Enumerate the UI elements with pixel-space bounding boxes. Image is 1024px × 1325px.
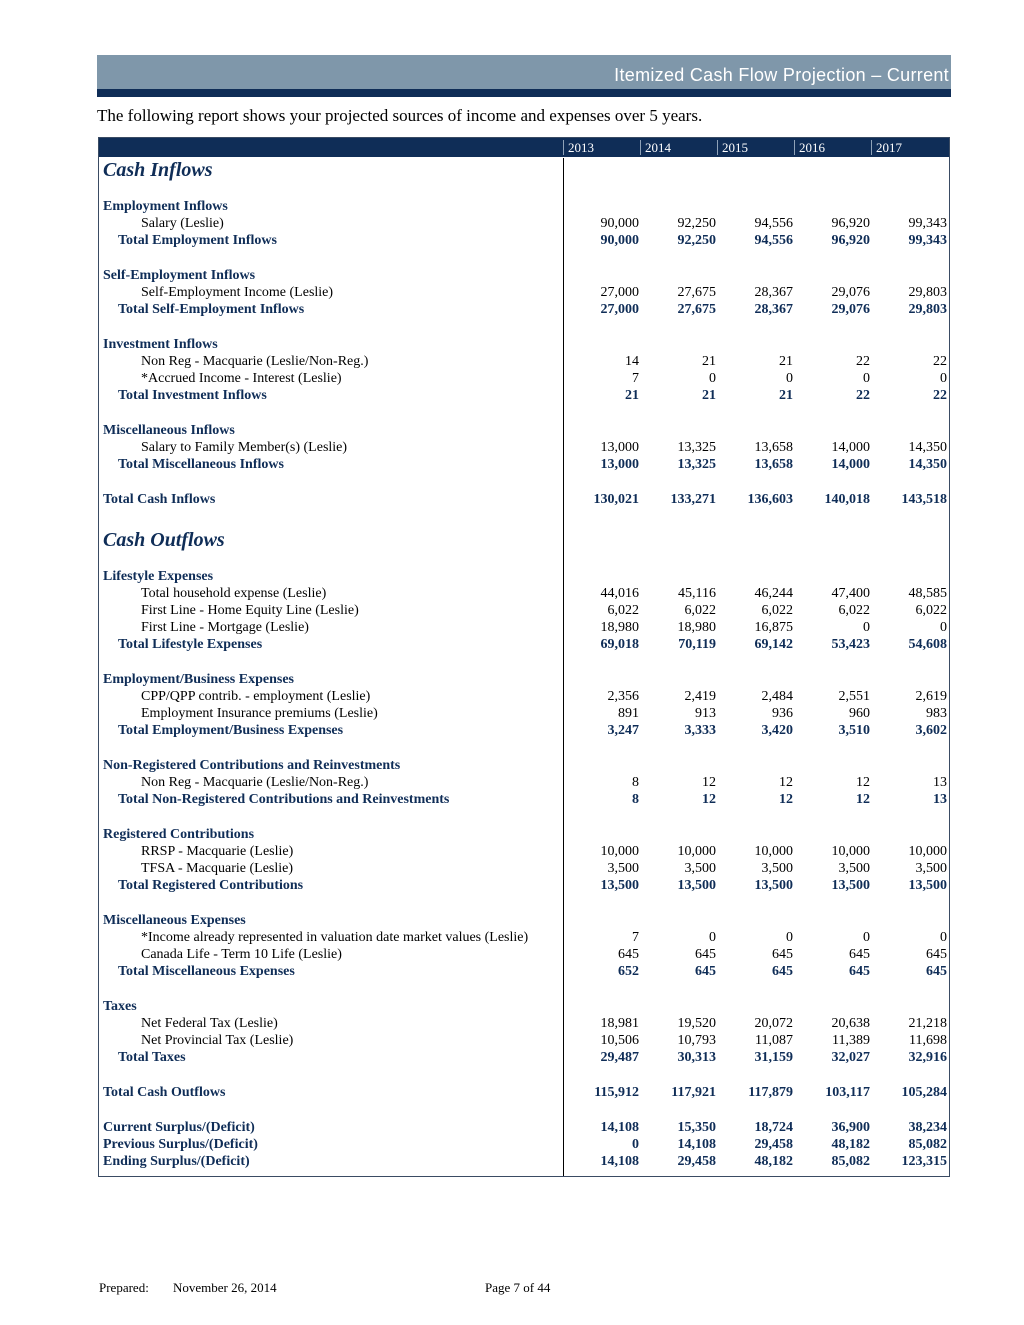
section-heading [103, 528, 949, 552]
cell-value: 28,367 [754, 302, 793, 317]
cell-value: 10,000 [677, 844, 716, 859]
row-label: *Income already represented in valuation date market values (Leslie) [141, 930, 529, 945]
table-row [103, 439, 949, 456]
year-header: 2014 [640, 140, 717, 155]
cell-value: 7 [632, 930, 639, 945]
cell-value: 13,500 [908, 878, 947, 893]
cell-value: 6,022 [838, 603, 870, 618]
cell-value: 15,350 [677, 1120, 716, 1135]
cell-value: 27,000 [600, 302, 639, 317]
row-label: Total Self-Employment Inflows [118, 302, 305, 317]
total-row [103, 1153, 949, 1170]
cell-value: 21 [625, 388, 639, 403]
row-label: Total Miscellaneous Inflows [118, 457, 284, 472]
cell-value: 21 [702, 388, 716, 403]
cell-value: 53,423 [831, 637, 870, 652]
category-heading [103, 336, 949, 353]
cell-value: 13,000 [600, 440, 639, 455]
cell-value: 92,250 [677, 233, 716, 248]
cell-value: 13,658 [754, 457, 793, 472]
cell-value: 983 [926, 706, 947, 721]
table-row [103, 860, 949, 877]
cell-value: 12 [856, 792, 870, 807]
cell-value: 2,619 [915, 689, 947, 704]
cell-value: 3,500 [684, 861, 716, 876]
cell-value: 21 [702, 354, 716, 369]
row-label: Taxes [103, 999, 137, 1014]
row-label: Non Reg - Macquarie (Leslie/Non-Reg.) [141, 354, 369, 369]
cell-value: 20,638 [831, 1016, 870, 1031]
cell-value: 21 [779, 388, 793, 403]
category-heading [103, 267, 949, 284]
cell-value: 2,419 [684, 689, 716, 704]
cell-value: 32,027 [831, 1050, 870, 1065]
cell-value: 92,250 [677, 216, 716, 231]
row-label: CPP/QPP contrib. - employment (Leslie) [141, 689, 371, 704]
cell-value: 6,022 [915, 603, 947, 618]
cell-value: 70,119 [678, 637, 716, 652]
row-label: Registered Contributions [103, 827, 255, 842]
table-row [103, 215, 949, 232]
cell-value: 69,142 [754, 637, 793, 652]
table-row [103, 284, 949, 301]
cell-value: 10,000 [754, 844, 793, 859]
category-heading [103, 671, 949, 688]
intro-text: The following report shows your projected sources of income and expenses over 5 years. [97, 106, 703, 125]
subtotal-row [103, 877, 949, 894]
cell-value: 20,072 [754, 1016, 793, 1031]
cell-value: 11,389 [832, 1033, 870, 1048]
subtotal-row [103, 722, 949, 739]
cell-value: 645 [772, 964, 793, 979]
cell-value: 22 [856, 354, 870, 369]
category-heading [103, 422, 949, 439]
cell-value: 18,980 [677, 620, 716, 635]
cell-value: 54,608 [908, 637, 947, 652]
category-heading [103, 998, 949, 1015]
cell-value: 90,000 [600, 233, 639, 248]
row-label: Non-Registered Contributions and Reinvestments [103, 758, 401, 773]
cell-value: 18,980 [600, 620, 639, 635]
row-label: Non Reg - Macquarie (Leslie/Non-Reg.) [141, 775, 369, 790]
cell-value: 48,585 [908, 586, 947, 601]
cell-value: 29,076 [831, 285, 870, 300]
cell-value: 13,500 [677, 878, 716, 893]
category-heading [103, 568, 949, 585]
row-label: First Line - Mortgage (Leslie) [141, 620, 309, 635]
year-header: 2017 [871, 140, 948, 155]
row-label: First Line - Home Equity Line (Leslie) [141, 603, 359, 618]
cell-value: 22 [933, 354, 947, 369]
row-label: Current Surplus/(Deficit) [103, 1120, 255, 1135]
cell-value: 85,082 [831, 1154, 870, 1169]
table-row [103, 929, 949, 946]
cell-value: 117,921 [671, 1085, 716, 1100]
cell-value: 105,284 [901, 1085, 947, 1100]
cell-value: 19,520 [677, 1016, 716, 1031]
cell-value: 22 [933, 388, 947, 403]
subtotal-row [103, 387, 949, 404]
row-label: Net Provincial Tax (Leslie) [141, 1033, 294, 1048]
row-label: Cash Inflows [103, 159, 213, 181]
cell-value: 13,000 [600, 457, 639, 472]
row-label: Ending Surplus/(Deficit) [103, 1154, 250, 1169]
cell-value: 30,313 [677, 1050, 716, 1065]
cell-value: 14,108 [600, 1120, 639, 1135]
cell-value: 44,016 [600, 586, 639, 601]
cell-value: 0 [786, 930, 793, 945]
row-label: Total Investment Inflows [118, 388, 267, 403]
subtotal-row [103, 232, 949, 249]
subtotal-row [103, 791, 949, 808]
cell-value: 103,117 [825, 1085, 870, 1100]
cell-value: 117,879 [748, 1085, 793, 1100]
cell-value: 96,920 [831, 216, 870, 231]
table-row [103, 370, 949, 387]
cell-value: 12 [702, 775, 716, 790]
cell-value: 94,556 [754, 216, 793, 231]
cell-value: 21 [779, 354, 793, 369]
cell-value: 0 [940, 371, 947, 386]
year-header: 2016 [794, 140, 871, 155]
cell-value: 0 [632, 1137, 639, 1152]
cell-value: 29,076 [831, 302, 870, 317]
cell-value: 32,916 [908, 1050, 947, 1065]
row-label: Salary to Family Member(s) (Leslie) [141, 440, 348, 455]
row-label: *Accrued Income - Interest (Leslie) [141, 371, 342, 386]
row-label: Total Cash Outflows [103, 1085, 226, 1100]
year-header: 2015 [717, 140, 794, 155]
cell-value: 0 [786, 371, 793, 386]
cell-value: 14,108 [677, 1137, 716, 1152]
row-label: Total Taxes [118, 1050, 186, 1065]
row-label: Total Cash Inflows [103, 492, 216, 507]
row-label: Total Miscellaneous Expenses [118, 964, 295, 979]
row-label: Total Employment/Business Expenses [118, 723, 344, 738]
table-row [103, 705, 949, 722]
cell-value: 22 [856, 388, 870, 403]
cell-value: 85,082 [908, 1137, 947, 1152]
cell-value: 3,500 [607, 861, 639, 876]
cell-value: 3,510 [838, 723, 870, 738]
cell-value: 12 [856, 775, 870, 790]
year-header-row [99, 138, 949, 157]
cell-value: 11,087 [755, 1033, 793, 1048]
section-heading [103, 158, 949, 182]
row-label: Total Employment Inflows [118, 233, 277, 248]
cell-value: 27,000 [600, 285, 639, 300]
row-label: Cash Outflows [103, 529, 225, 551]
cell-value: 2,484 [761, 689, 793, 704]
report-header-bar [97, 55, 951, 97]
row-label: Employment/Business Expenses [103, 672, 294, 687]
cell-value: 7 [632, 371, 639, 386]
cell-value: 645 [695, 947, 716, 962]
cell-value: 133,271 [670, 492, 716, 507]
cell-value: 18,981 [600, 1016, 639, 1031]
cell-value: 13,658 [754, 440, 793, 455]
cell-value: 0 [863, 620, 870, 635]
subtotal-row [103, 963, 949, 980]
cell-value: 13 [933, 792, 947, 807]
cell-value: 3,500 [761, 861, 793, 876]
cell-value: 115,912 [594, 1085, 639, 1100]
row-label: TFSA - Macquarie (Leslie) [141, 861, 294, 876]
cell-value: 140,018 [824, 492, 870, 507]
prepared-date: November 26, 2014 [173, 1280, 277, 1295]
total-row [103, 1119, 949, 1136]
cell-value: 11,698 [909, 1033, 947, 1048]
row-label: Miscellaneous Expenses [103, 913, 246, 928]
cell-value: 99,343 [908, 216, 947, 231]
cell-value: 13 [933, 775, 947, 790]
cell-value: 645 [926, 947, 947, 962]
prepared-label: Prepared: [99, 1280, 149, 1295]
cell-value: 38,234 [908, 1120, 947, 1135]
cell-value: 0 [863, 930, 870, 945]
cell-value: 16,875 [754, 620, 793, 635]
cell-value: 960 [849, 706, 870, 721]
cash-flow-table [98, 137, 950, 1177]
table-row [103, 774, 949, 791]
cell-value: 47,400 [831, 586, 870, 601]
cell-value: 645 [772, 947, 793, 962]
cell-value: 13,500 [831, 878, 870, 893]
cell-value: 14,350 [908, 440, 947, 455]
cell-value: 48,182 [754, 1154, 793, 1169]
report-title: Itemized Cash Flow Projection – Current [614, 65, 949, 85]
cell-value: 645 [849, 947, 870, 962]
cell-value: 123,315 [901, 1154, 947, 1169]
total-row [103, 1136, 949, 1153]
row-label: Self-Employment Income (Leslie) [141, 285, 334, 300]
row-label: Investment Inflows [103, 337, 218, 352]
page-number: Page 7 of 44 [485, 1280, 551, 1295]
cell-value: 3,500 [915, 861, 947, 876]
cell-value: 29,458 [677, 1154, 716, 1169]
cell-value: 29,803 [908, 285, 947, 300]
cell-value: 2,356 [607, 689, 639, 704]
cell-value: 14,000 [831, 440, 870, 455]
cell-value: 3,333 [684, 723, 716, 738]
cell-value: 69,018 [600, 637, 639, 652]
row-label: Salary (Leslie) [141, 216, 224, 231]
cell-value: 10,506 [600, 1033, 639, 1048]
table-row [103, 946, 949, 963]
cell-value: 0 [940, 930, 947, 945]
cell-value: 936 [772, 706, 793, 721]
cell-value: 14,350 [908, 457, 947, 472]
cell-value: 13,325 [677, 457, 716, 472]
cell-value: 36,900 [831, 1120, 870, 1135]
row-label: Employment Inflows [103, 199, 228, 214]
row-label: Total Lifestyle Expenses [118, 637, 263, 652]
cell-value: 13,500 [600, 878, 639, 893]
subtotal-row [103, 456, 949, 473]
cell-value: 14,108 [600, 1154, 639, 1169]
cell-value: 12 [702, 792, 716, 807]
row-label: Previous Surplus/(Deficit) [103, 1137, 258, 1152]
cell-value: 8 [632, 775, 639, 790]
cell-value: 645 [695, 964, 716, 979]
cell-value: 130,021 [593, 492, 639, 507]
cell-value: 96,920 [831, 233, 870, 248]
category-heading [103, 757, 949, 774]
cell-value: 3,247 [607, 723, 639, 738]
cell-value: 94,556 [754, 233, 793, 248]
cell-value: 652 [618, 964, 639, 979]
cell-value: 6,022 [607, 603, 639, 618]
cell-value: 913 [695, 706, 716, 721]
cell-value: 14 [625, 354, 639, 369]
cell-value: 99,343 [908, 233, 947, 248]
cell-value: 21,218 [908, 1016, 947, 1031]
cell-value: 6,022 [761, 603, 793, 618]
table-row [103, 688, 949, 705]
row-label: Total Non-Registered Contributions and Reinvestments [118, 792, 450, 807]
row-label: Total Registered Contributions [118, 878, 304, 893]
cell-value: 29,803 [908, 302, 947, 317]
cell-value: 90,000 [600, 216, 639, 231]
cell-value: 29,458 [754, 1137, 793, 1152]
table-row [103, 1015, 949, 1032]
row-label: Self-Employment Inflows [103, 268, 256, 283]
cell-value: 13,325 [677, 440, 716, 455]
cell-value: 0 [709, 371, 716, 386]
cell-value: 13,500 [754, 878, 793, 893]
total-row [103, 491, 949, 508]
cell-value: 27,675 [677, 285, 716, 300]
cell-value: 10,000 [600, 844, 639, 859]
row-label: Lifestyle Expenses [103, 569, 214, 584]
cell-value: 891 [618, 706, 639, 721]
cell-value: 645 [849, 964, 870, 979]
table-row [103, 602, 949, 619]
table-row [103, 1032, 949, 1049]
row-label: Canada Life - Term 10 Life (Leslie) [141, 947, 342, 962]
cell-value: 3,420 [761, 723, 793, 738]
row-label: RRSP - Macquarie (Leslie) [141, 844, 294, 859]
cell-value: 10,000 [831, 844, 870, 859]
row-label: Miscellaneous Inflows [103, 423, 235, 438]
cell-value: 3,602 [915, 723, 947, 738]
cell-value: 10,793 [677, 1033, 716, 1048]
cell-value: 645 [618, 947, 639, 962]
table-row [103, 619, 949, 636]
cell-value: 136,603 [747, 492, 793, 507]
table-row [103, 585, 949, 602]
row-label: Employment Insurance premiums (Leslie) [141, 706, 378, 721]
cell-value: 0 [709, 930, 716, 945]
cell-value: 0 [940, 620, 947, 635]
cell-value: 31,159 [754, 1050, 793, 1065]
total-row [103, 1084, 949, 1101]
row-label: Net Federal Tax (Leslie) [141, 1016, 278, 1031]
cell-value: 143,518 [901, 492, 947, 507]
cell-value: 0 [863, 371, 870, 386]
cell-value: 46,244 [754, 586, 793, 601]
cell-value: 18,724 [754, 1120, 793, 1135]
cell-value: 27,675 [677, 302, 716, 317]
cell-value: 45,116 [678, 586, 716, 601]
subtotal-row [103, 1049, 949, 1066]
cell-value: 2,551 [838, 689, 870, 704]
table-row [103, 843, 949, 860]
cell-value: 6,022 [684, 603, 716, 618]
category-heading [103, 826, 949, 843]
cell-value: 10,000 [908, 844, 947, 859]
cell-value: 29,487 [600, 1050, 639, 1065]
cell-value: 28,367 [754, 285, 793, 300]
cell-value: 645 [926, 964, 947, 979]
subtotal-row [103, 636, 949, 653]
cell-value: 14,000 [831, 457, 870, 472]
table-row [103, 353, 949, 370]
year-header: 2013 [563, 140, 640, 155]
cell-value: 12 [779, 775, 793, 790]
cell-value: 3,500 [838, 861, 870, 876]
cell-value: 48,182 [831, 1137, 870, 1152]
category-heading [103, 198, 949, 215]
cell-value: 8 [632, 792, 639, 807]
category-heading [103, 912, 949, 929]
cell-value: 12 [779, 792, 793, 807]
subtotal-row [103, 301, 949, 318]
row-label: Total household expense (Leslie) [141, 586, 327, 601]
